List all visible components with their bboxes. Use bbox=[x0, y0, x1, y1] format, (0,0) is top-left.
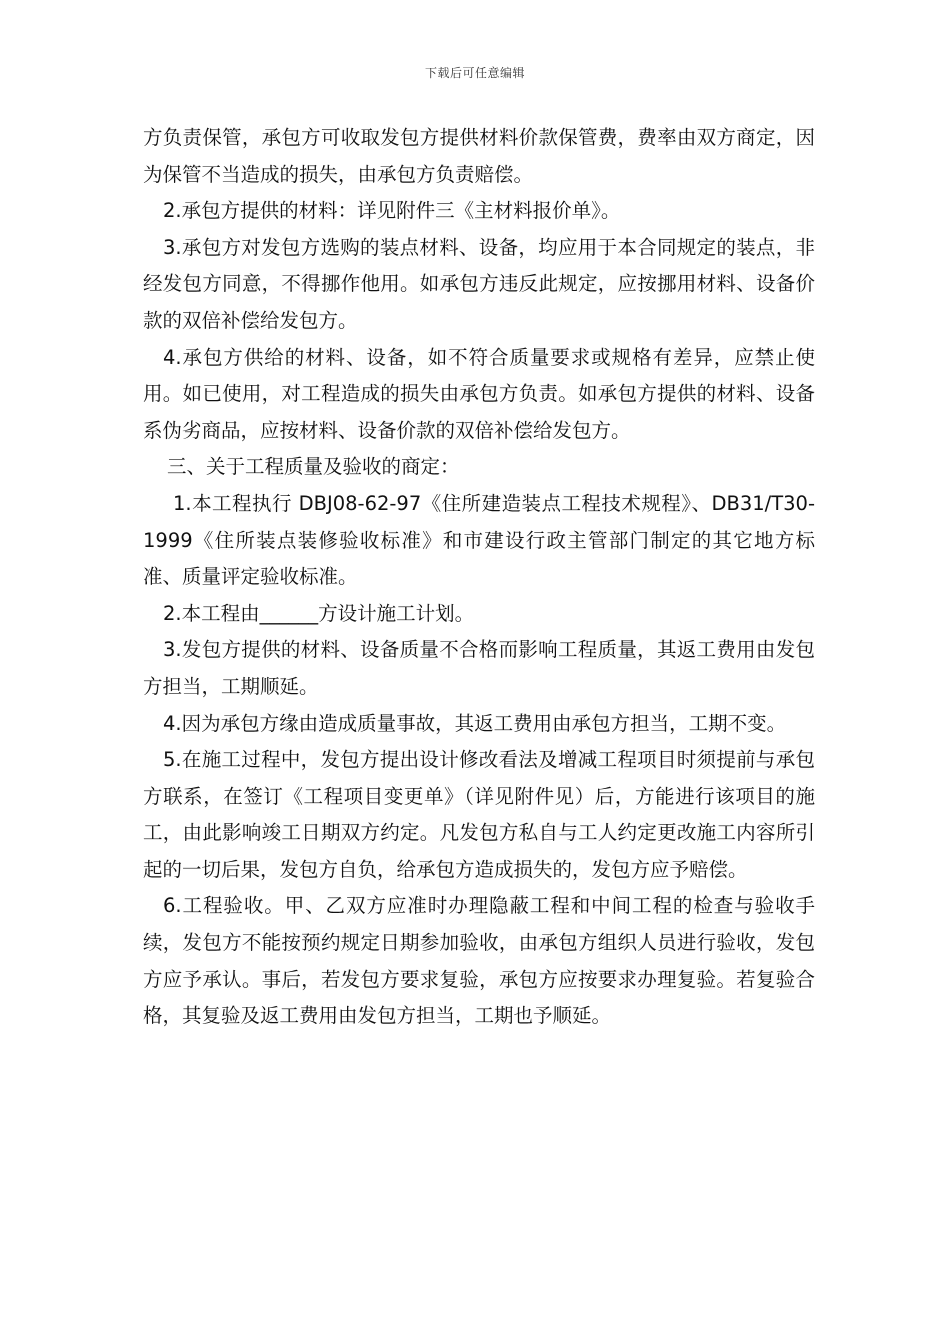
paragraph-material-usage: 3.承包方对发包方选购的装点材料、设备，均应用于本合同规定的装点，非经发包方同意，不得挪作他用。如承包方违反此规定，应按挪用材料、设备价款的双倍补偿给发包方。 bbox=[143, 235, 815, 332]
paragraph-storage-continuation: 方负责保管，承包方可收取发包方提供材料价款保管费，费率由双方商定，因为保管不当造成的损失，由承包方负责赔偿。 bbox=[143, 126, 815, 186]
paragraph-standards: 1.本工程执行 DBJ08-62-97《住所建造装点工程技术规程》、DB31/T30-1999《住所装点装修验收标准》和市建设行政主管部门制定的其它地方标准、质量评定验收标准。 bbox=[143, 491, 815, 589]
page-header: 下载后可任意编辑 bbox=[424, 66, 525, 80]
section-heading-quality: 三、关于工程质量及验收的商定： bbox=[167, 455, 460, 479]
paragraph-quality-accident: 4.因为承包方缘由造成质量事故，其返工费用由承包方担当，工期不变。 bbox=[163, 711, 787, 735]
paragraph-material-quality: 4.承包方供给的材料、设备，如不符合质量要求或规格有差异，应禁止使用。如已使用，对工程造成的损失由承包方负责。如承包方提供的材料、设备系伪劣商品，应按材料、设备价款的双倍补偿给发包方。 bbox=[143, 345, 815, 442]
paragraph-design-change: 5.在施工过程中，发包方提出设计修改看法及增减工程项目时须提前与承包方联系，在签订《工程项目变更单》（详见附件见）后，方能进行该项目的施工，由此影响竣工日期双方约定。凡发包方私自与工人约定更改施工内容所引起的一切后果，发包方自负，给承包方造成损失的，发包方应予赔偿。 bbox=[143, 748, 815, 881]
paragraph-contractor-materials: 2.承包方提供的材料：详见附件三《主材料报价单》。 bbox=[163, 199, 621, 223]
paragraph-acceptance: 6.工程验收。甲、乙双方应准时办理隐蔽工程和中间工程的检查与验收手续，发包方不能按预约规定日期参加验收，由承包方组织人员进行验收，发包方应予承认。事后，若发包方要求复验，承包方应按要求办理复验。若复验合格，其复验及返工费用由发包方担当，工期也予顺延。 bbox=[143, 894, 815, 1028]
paragraph-design-party: 2.本工程由______方设计施工计划。 bbox=[163, 601, 475, 625]
document-body bbox=[143, 120, 815, 1035]
paragraph-client-material-defect: 3.发包方提供的材料、设备质量不合格而影响工程质量，其返工费用由发包方担当，工期顺延。 bbox=[143, 638, 815, 698]
